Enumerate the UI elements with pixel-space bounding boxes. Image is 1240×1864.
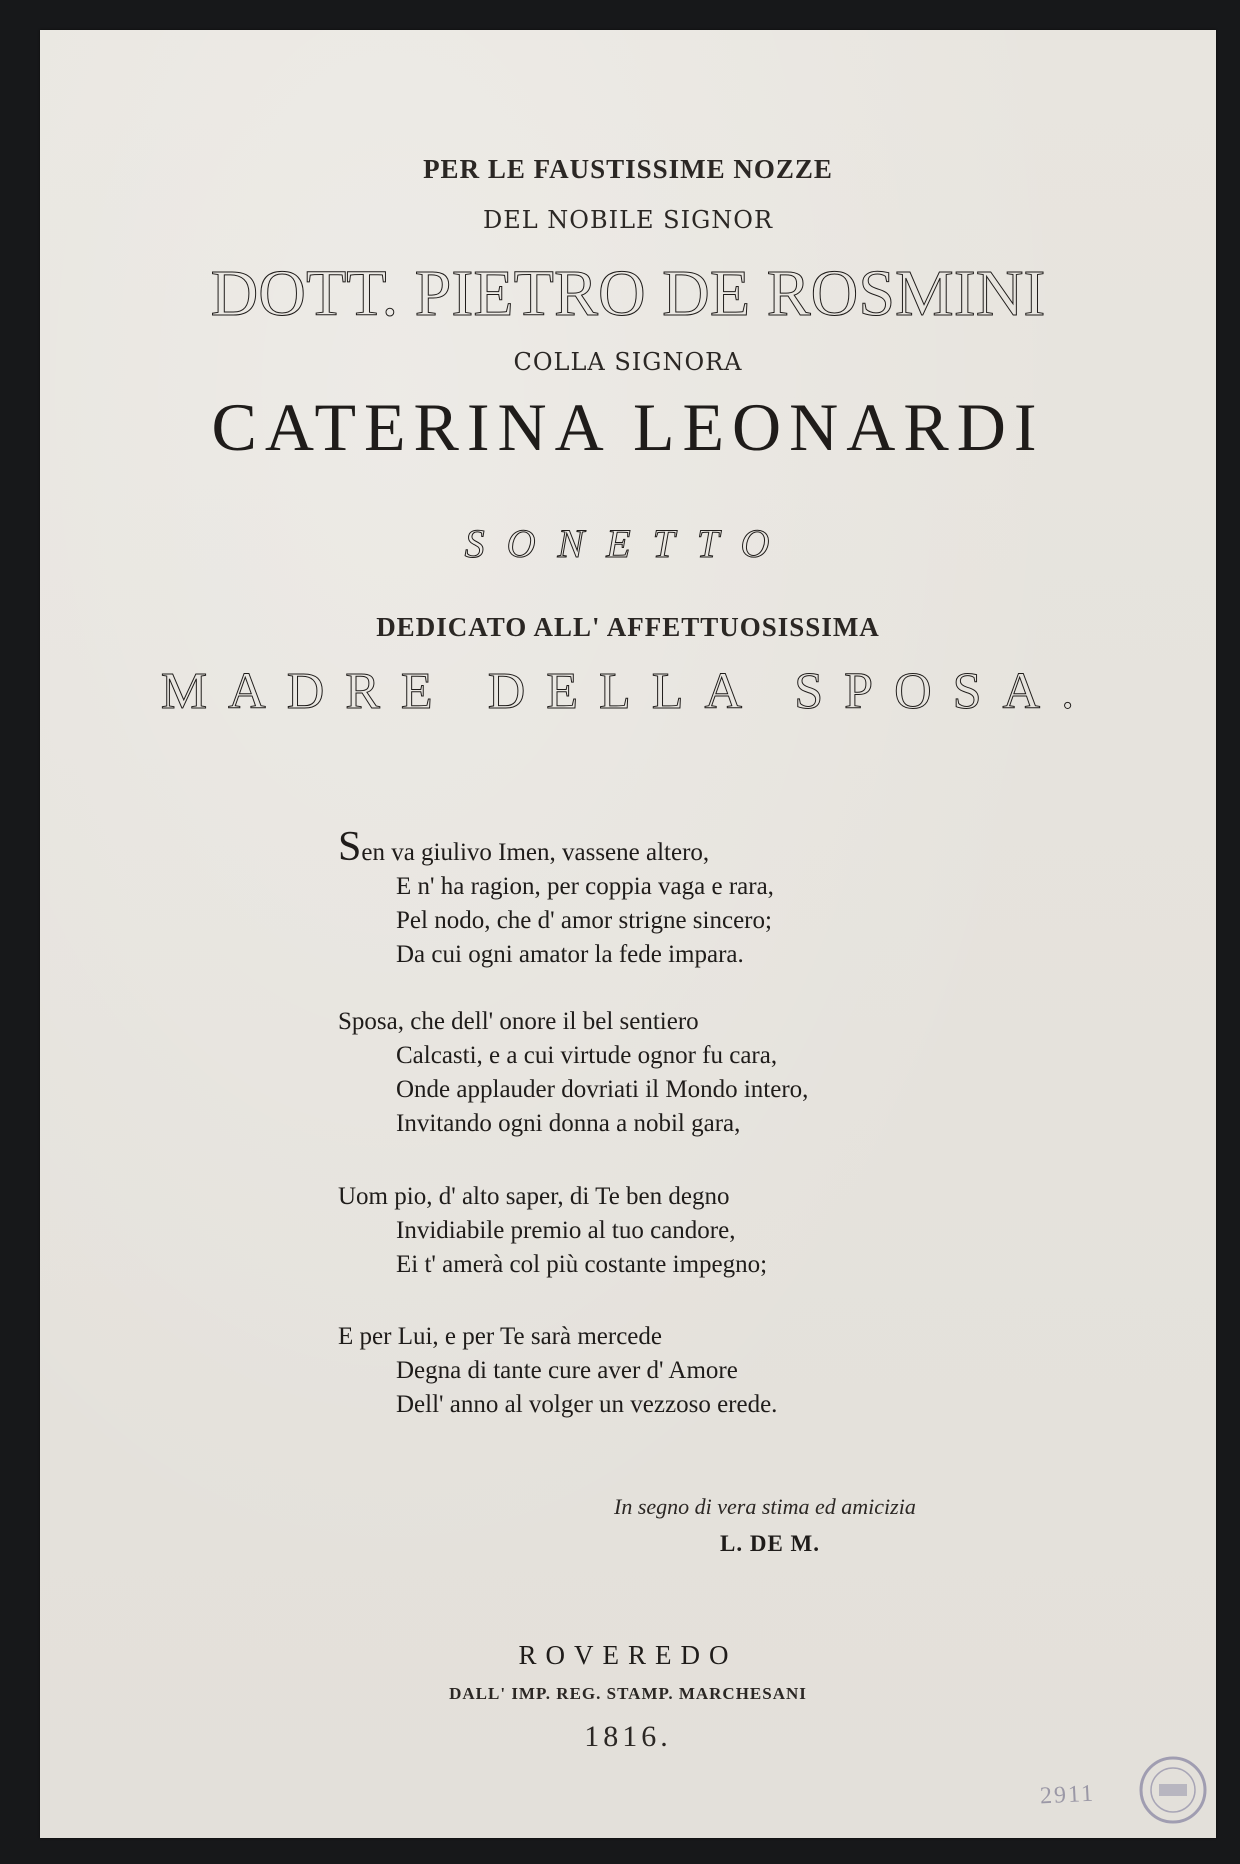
poem-line: Onde applauder dovriati il Mondo intero,: [396, 1076, 809, 1103]
poem-line: [338, 824, 774, 870]
bride-name: CATERINA LEONARDI: [211, 389, 1045, 465]
dedication-line: DEDICATO ALL' AFFETTUOSISSIMA: [376, 612, 880, 642]
inventory-mark: 2911: [1039, 1780, 1096, 1810]
poem-line: Calcasti, e a cui virtude ognor fu cara,: [396, 1042, 778, 1069]
drop-cap: S: [338, 824, 362, 870]
document-sheet: [40, 30, 1216, 1838]
poem-stanza-1: [338, 824, 774, 972]
heading-line-4: COLLA SIGNORA: [513, 348, 743, 376]
poem-line: Degna di tante cure aver d' Amore: [396, 1357, 738, 1384]
poem-line: Pel nodo, che d' amor strigne sincero;: [396, 907, 772, 934]
poem-line: Uom pio, d' alto saper, di Te ben degno: [338, 1183, 730, 1210]
poem-stanza-3: [338, 1180, 767, 1282]
poem-line-text: en va giulivo Imen, vassene altero,: [361, 839, 710, 866]
dedicatee-line: MADRE DELLA SPOSA.: [160, 663, 1096, 720]
poem-stanza-2: [338, 1005, 808, 1141]
genre-title: SONETTO: [464, 521, 792, 566]
imprint-year: 1816.: [584, 1720, 672, 1753]
imprint-city: ROVEREDO: [518, 1640, 738, 1670]
poem-line: Invitando ogni donna a nobil gara,: [396, 1110, 741, 1137]
poem-line: Invidiabile premio al tuo candore,: [396, 1217, 736, 1244]
poem-line: Sposa, che dell' onore il bel sentiero: [338, 1008, 699, 1035]
heading-line-2: DEL NOBILE SIGNOR: [482, 206, 774, 234]
signature-line: In segno di vera stima ed amicizia: [614, 1494, 916, 1519]
poem-line: E per Lui, e per Te sarà mercede: [338, 1323, 662, 1350]
groom-name: DOTT. PIETRO DE ROSMINI: [210, 257, 1046, 330]
poem-line: Dell' anno al volger un vezzoso erede.: [396, 1391, 778, 1418]
poem-stanza-4: [338, 1320, 777, 1422]
library-stamp-icon: [1137, 1754, 1209, 1826]
poem-line: Ei t' amerà col più costante impegno;: [396, 1251, 768, 1278]
poem-line: E n' ha ragion, per coppia vaga e rara,: [396, 873, 774, 900]
heading-line-1: PER LE FAUSTISSIME NOZZE: [423, 154, 833, 184]
signature-initials: L. DE M.: [720, 1531, 820, 1556]
imprint-printer: DALL' IMP. REG. STAMP. MARCHESANI: [449, 1684, 807, 1703]
poem-line: Da cui ogni amator la fede impara.: [396, 941, 744, 968]
